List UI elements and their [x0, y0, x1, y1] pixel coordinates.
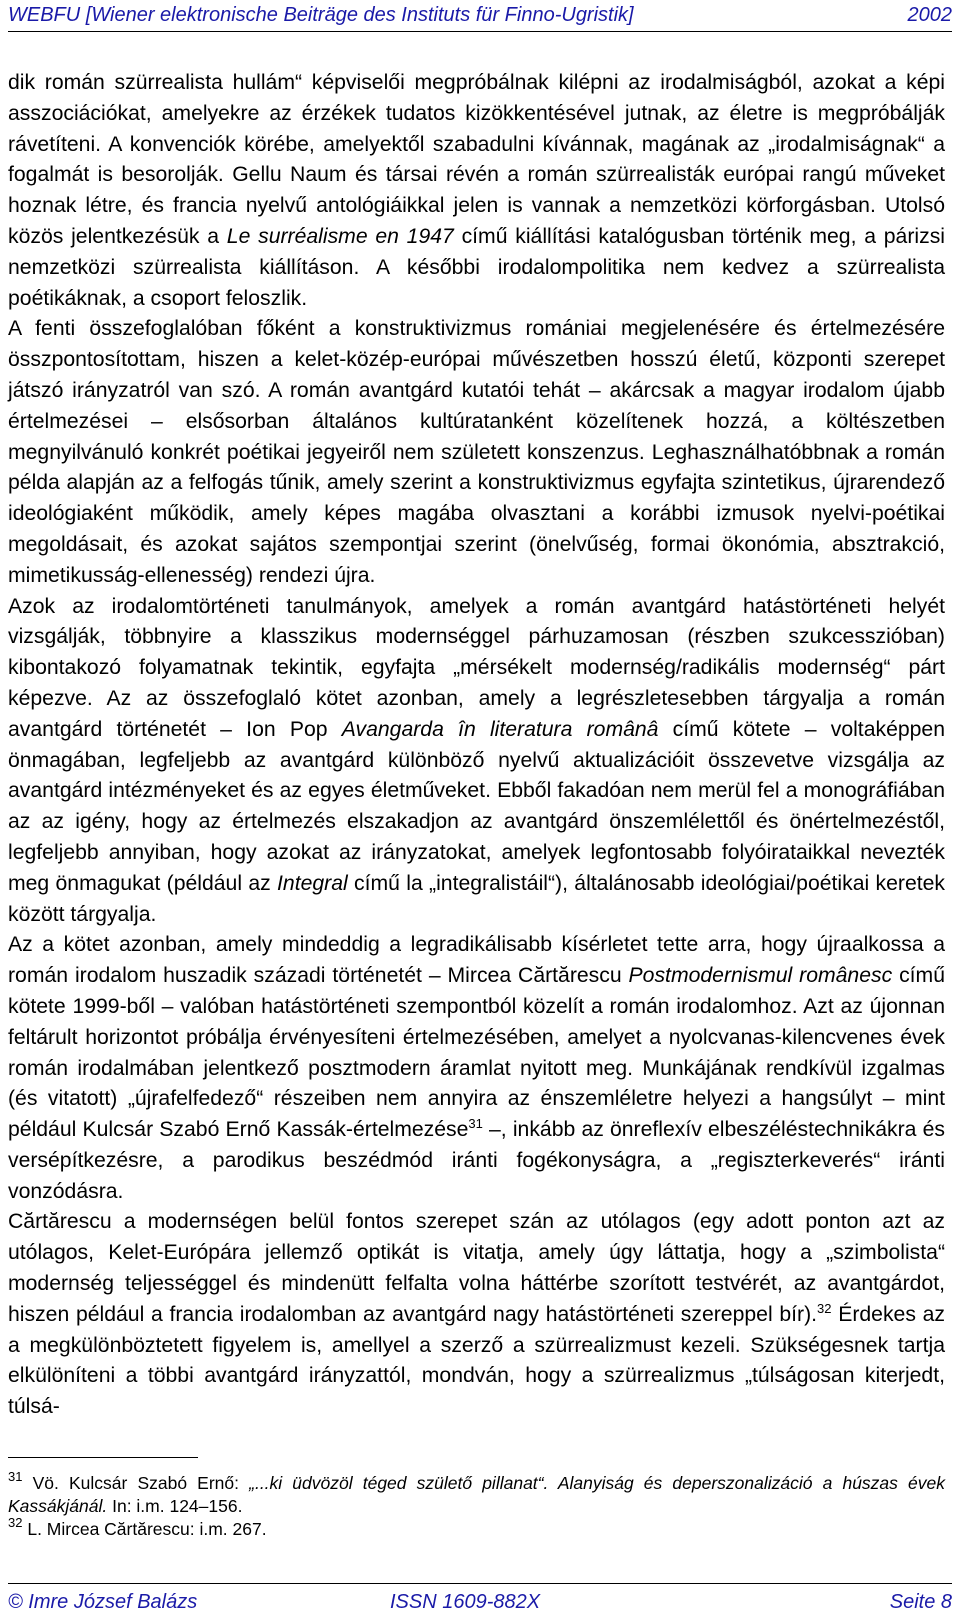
- paragraph: dik román szürrealista hullám“ képviselői megpróbálnak kilépni az irodalmiságból, azokat a képi asszociációkat, amelyekre az érzékek tudatos kizökkentésével jutnak, az életre is megpróbálják rávetíteni. A konvenciók körébe, amelyektől szabadulni kívánnak, magának az „irodalmiságnak“ a fogalmát is besorolják. Gellu Naum és társai révén a román szürrealisták európai rangú műveket hoznak létre, és francia nyelvű antológiáikkal jelen is vannak a nemzetközi körforgásban. Utolsó közös jelentkezésük a Le surréalisme en 1947 című kiállítási katalógusban történik meg, a párizsi nemzetközi szürrealista kiállításon. A későbbi irodalompolitika nem kedvez a szürrealista poétikáknak, a csoport feloszlik.: [8, 71, 945, 310]
- footnote-31: $^{31}$ Vö. Kulcsár Szabó Ernő: „...ki üdvözöl téged születő pillanat“. Alanyiság és deperszonalizáció a húszas évek Kassákjánál. In: i.m. 124–156.: [8, 1469, 945, 1516]
- paragraph: Az a kötet azonban, amely mindeddig a legradikálisabb kísérletet tette arra, hogy újraalkossa a román irodalom huszadik századi történetét – Mircea Cărtărescu Postmodernismul românesc című kötete 1999-ből – valóban hatástörténeti szempontból közelít a román irodalomhoz. Azt az újonnan feltárult horizontot próbálja érvényesíteni értelmezésében, amelyet a nyolcvanas-kilencvenes évek román irodalmában jelentkező posztmodern áramlat nyitott meg. Munkájának rendkívül izgalmas (és vitatott) „újrafelfedező“ részeiben nem annyira az énszemléletre helyezi a hangsúlyt – mint például Kulcsár Szabó Ernő Kassák-értelmezése$^{31}$ –, inkább az önreflexív elbeszéléstechnikákra és versépítkezésre, a parodikus beszédmód iránti fogékonyságra, a „regiszterkeverés“ iránti vonzódásra.: [8, 933, 945, 1203]
- article-body: [8, 68, 945, 1423]
- italic-title: „...ki üdvözöl téged születő pillanat“. Alanyiság és deperszonalizáció a húszas évek Kassákjánál.: [8, 1473, 945, 1516]
- paragraph: Cărtărescu a modernségen belül fontos szerepet szán az utólagos (egy adott ponton azt az utólagos, Kelet-Európára jellemző optikát is vitatja, amely úgy láttatja, hogy a „szimbolista“ modernség teljességgel és mindenütt felfalta volna háttérbe szorított testvérét, az avantgárdot, hiszen például a francia irodalomban az avantgárd nagy hatástörténeti szereppel bír).$^{32}$ Érdekes az a megkülönböztetett figyelem is, amellyel a szerző a szürrealizmust kezeli. Szükségesnek tartja elkülöníteni a többi avantgárd irányzattól, mondván, hogy a szürrealizmus „túlságosan kiterjedt, túlsá-: [8, 1210, 945, 1419]
- footnote-divider: [8, 1457, 198, 1458]
- footer-page-number: Seite 8: [889, 1591, 952, 1613]
- paragraph: A fenti összefoglalóban főként a konstruktivizmus romániai megjelenésére és értelmezésére összpontosítottam, hiszen a kelet-közép-európai művészetben hosszú életű, központi szerepet játszó irányzatról van szó. A román avantgárd kutatói tehát – akárcsak a magyar irodalom újabb értelmezései – elsősorban általános kultúratanként közelítenek hozzá, a költészetben megnyilvánuló konkrét poétikai jegyeiről nem született konszenzus. Leghasználhatóbbnak a román példa alapján az a felfogás tűnik, amely szerint a konstruktivizmus egyfajta szintetikus, újrarendező ideológiaként működik, amely képes magába olvasztani a korábbi izmusok nyelvi-poétikai megoldásait, és azokat sajátos szempontjai szerint (önelvűség, formai ökonómia, absztrakció, mimetikusság-ellenesség) rendezi újra.: [8, 317, 945, 587]
- italic-title: Postmodernismul românesc: [628, 964, 893, 988]
- journal-title: WEBFU [Wiener elektronische Beiträge des Instituts für Finno-Ugristik]: [8, 4, 634, 26]
- italic-title: Le surréalisme en 1947: [226, 224, 454, 248]
- running-header: [8, 0, 952, 32]
- footer-author: © Imre József Balázs: [8, 1591, 198, 1613]
- footnote-number: 32: [8, 1515, 23, 1530]
- footnote-ref-31[interactable]: 31: [468, 1116, 483, 1132]
- footnote-ref-32[interactable]: 32: [817, 1300, 832, 1316]
- footer-issn: ISSN 1609-882X: [390, 1591, 541, 1613]
- italic-title: Avangarda în literatura românâ: [341, 717, 659, 741]
- paragraph: Azok az irodalomtörténeti tanulmányok, amelyek a román avantgárd hatástörténeti helyét vizsgálják, többnyire a klasszikus modernséggel párhuzamosan (részben szukcesszióban) kibontakozó folyamatnak tekintik, egyfajta „mérsékelt modernség/radikális modernség“ párt képezve. Az az összefoglaló kötet azonban, amely a legrészletesebben tárgyalja a román avantgárd történetét – Ion Pop Avangarda în literatura românâ című kötete – voltaképpen önmagában, legfeljebb az avantgárd különböző nyelvű aktualizációit összevetve vizsgálja az avantgárd intézményeket és az egyes életműveket. Ebből fakadóan nem merül fel a monográfiában az az igény, hogy az értelmezés elszakadjon az avantgárd önszemlélettől és önértelmezéstől, legfeljebb annyiban, hogy azokat az irányzatokat, amelyek legfontosabb folyóirataikkal nevezték meg önmagukat (például az Integral című la „integralistáil“), általánosabb ideológiai/poétikai keretek között tárgyalja.: [8, 594, 945, 926]
- footnote-32: $^{32}$ L. Mircea Cărtărescu: i.m. 267.: [8, 1515, 267, 1539]
- italic-title: Integral: [277, 871, 348, 895]
- footnote-number: 31: [8, 1469, 23, 1484]
- header-year: 2002: [907, 4, 952, 26]
- running-footer: [8, 1583, 952, 1620]
- footnotes: [8, 1469, 945, 1541]
